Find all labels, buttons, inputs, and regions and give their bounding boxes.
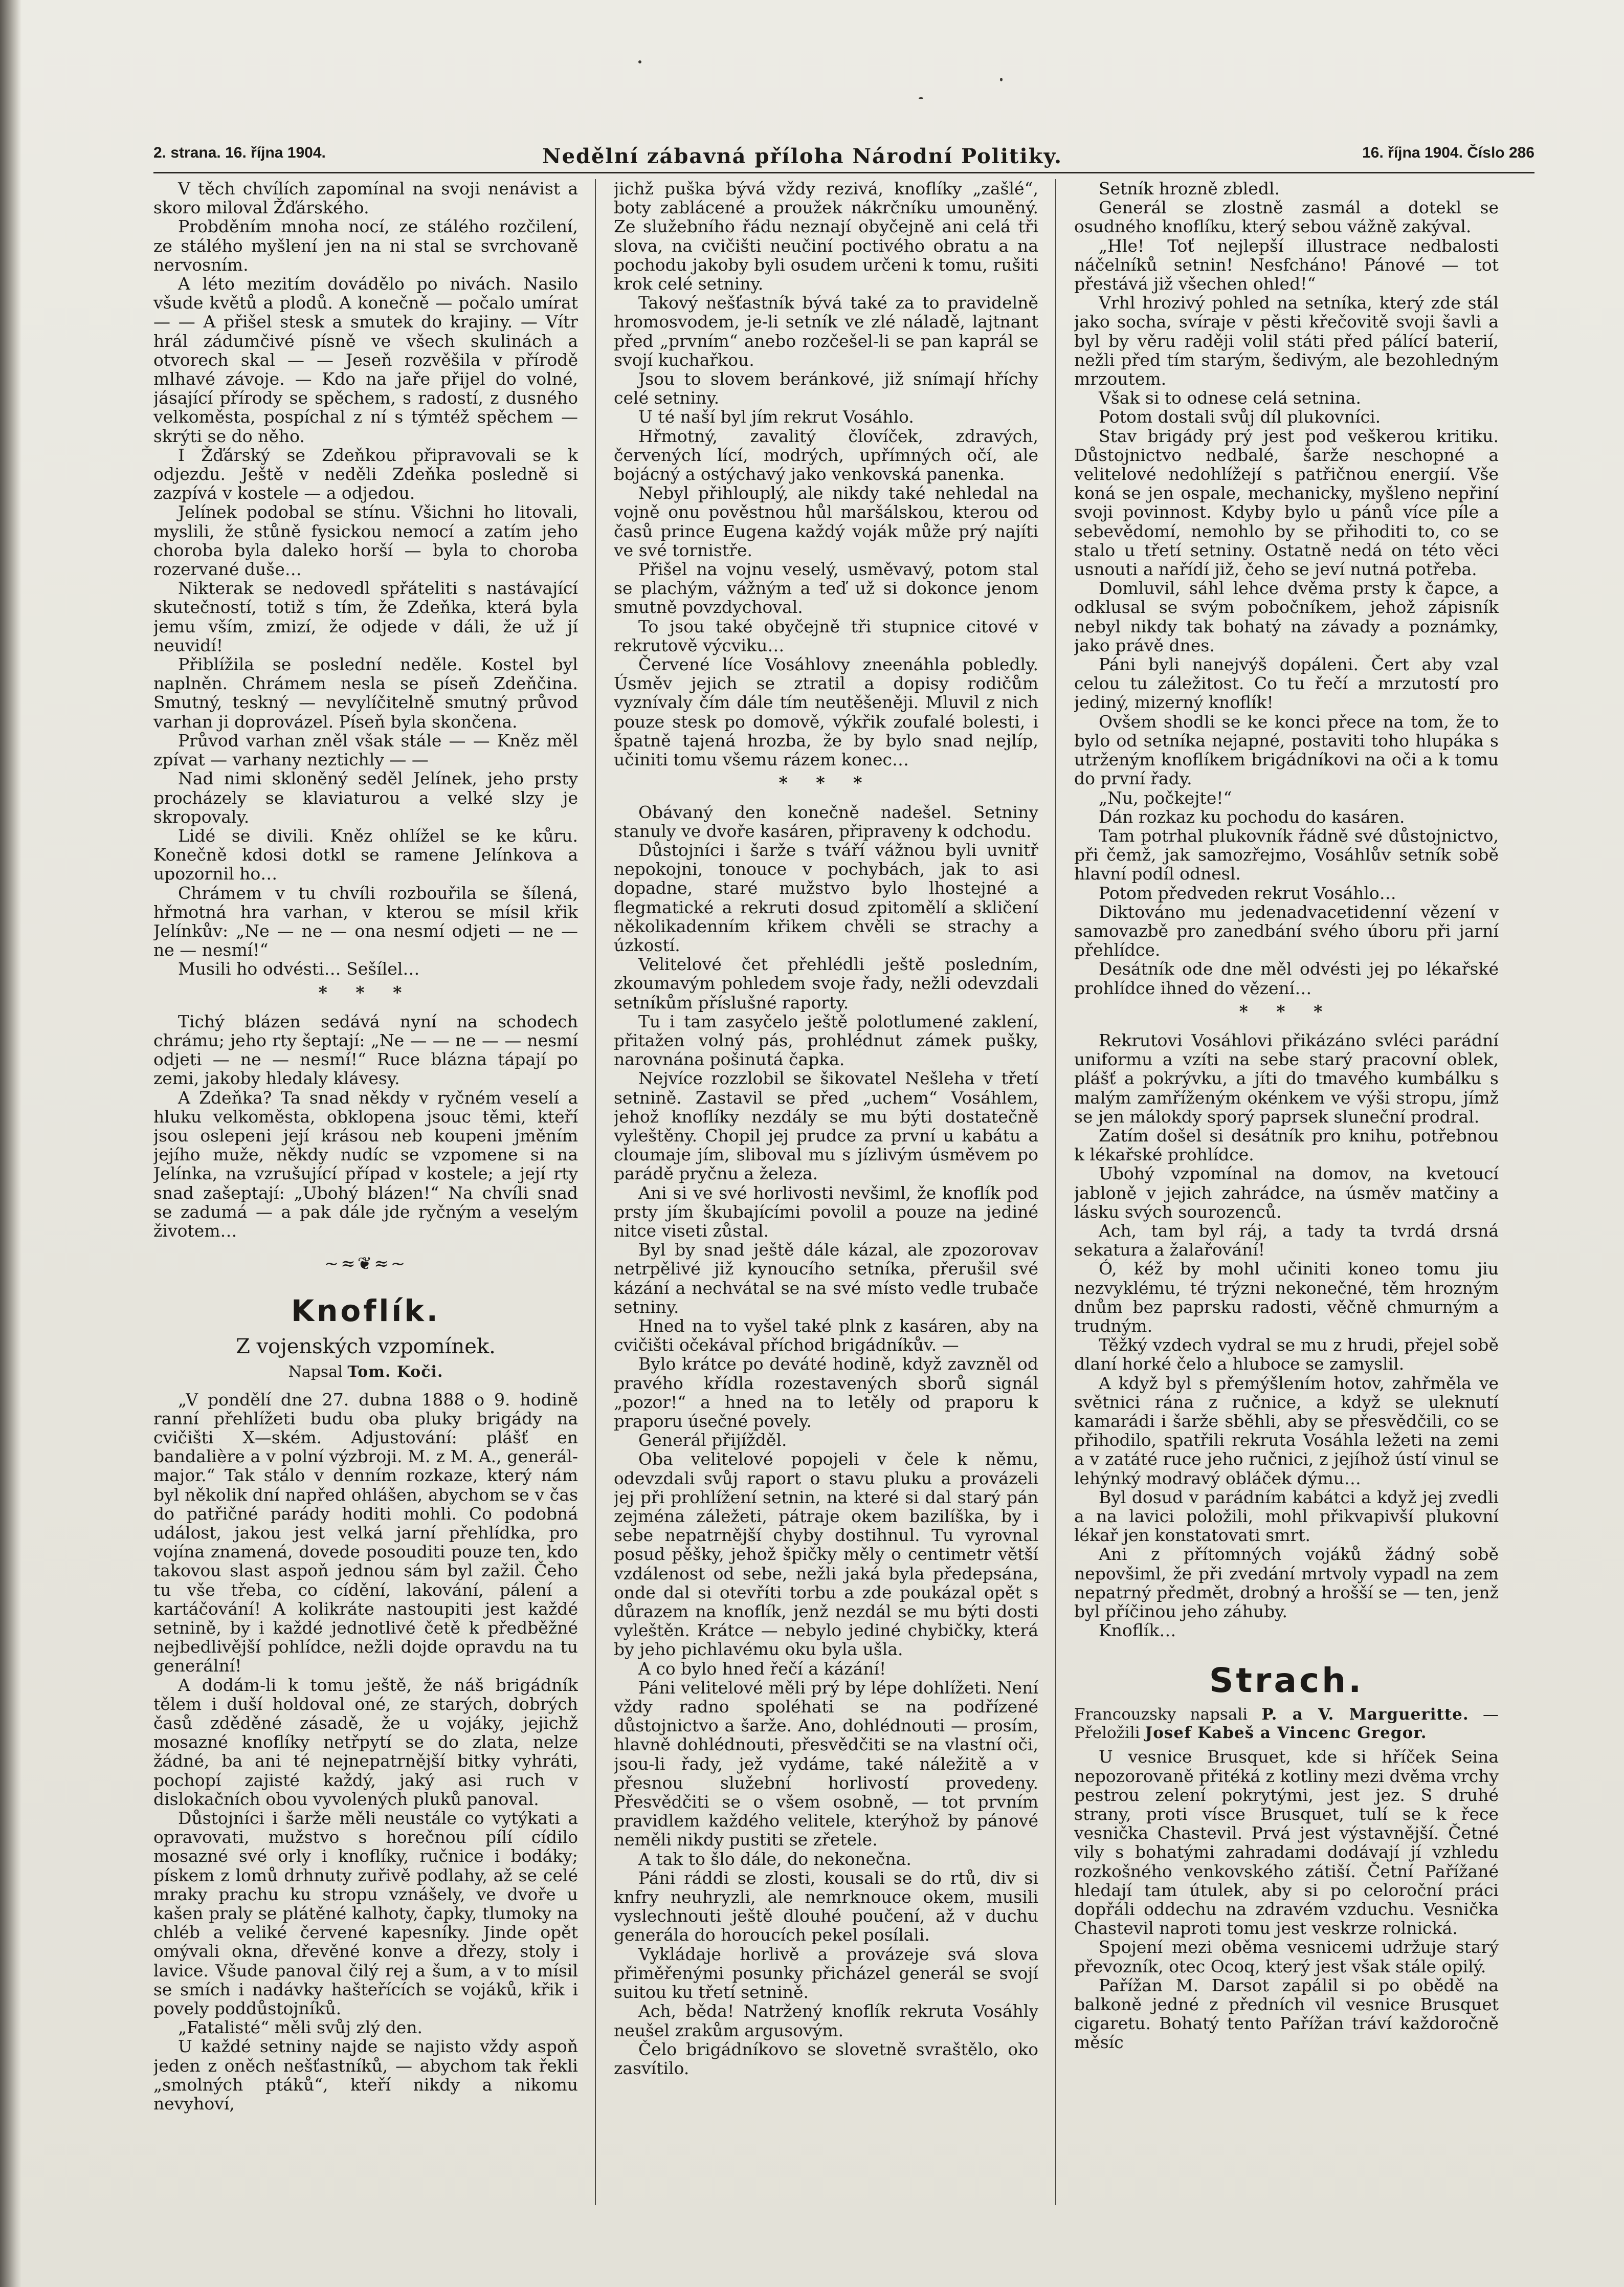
paragraph: U vesnice Brusquet, kde si hříček Seina nepozorovaně přitéká z kotliny mezi dvěma vrchy pestrou zelení pokrytými, jest jez. S druhé strany, proti vísce Brusquet, tulí se k řece vesnička Chastevil. Prvá jest výstavnější. Četné vily s bohatými zahradami dodávají jí vzhledu rozkošného venkovského zátiší. Četní Pařížané hledají tam útulek, aby si po celoroční práci dopřáli oddechu na zdravém vzduchu. Vesnička Chastevil naproti tomu jest veskrze rolnická. — [1074, 1747, 1499, 1939]
paragraph: Ach, tam byl ráj, a tady ta tvrdá drsná sekatura a žalařování! — [1074, 1220, 1499, 1260]
paragraph: Nad nimi skloněný seděl Jelínek, jeho prsty procházely se klaviaturou a velké slzy je skropovaly. — [153, 768, 578, 827]
paragraph: Nejvíce rozzlobil se šikovatel Nešleha v třetí setnině. Zastavil se před „uchem“ Vosáhlem, jehož knoflíky nezdály se mu býti dostatečně vyleštěny. Chopil jej prudce za první u kabátu a cloumaje jím, sliboval mu s jízlivým úsměvem po parádě pryčnu a železa. — [614, 1068, 1038, 1184]
paragraph: „Fatalisté“ měli svůj zlý den. — [178, 2017, 423, 2038]
paragraph: Oba velitelové popojeli v čele k němu, odevzdali svůj raport o stavu pluku a provázeli jej při prohlížení setnin, na které si dal starý pán zejména záležeti, pátraje okem bazilíška, by i sebe nepatrnější chyby dostihnul. Tu vyrovnal posud pěšky, jehož špičky měly o centimetr větší vzdálenost od sebe, nežli jaká byla předepsána, onde dal si otevříti torbu a zde poukázal opět s důrazem na knoflík, jenž nezdál se mu býti dosti vyleštěn. Krátce — nebylo jediné chybičky, která by jeho pichlavému oku byla ušla. — [614, 1449, 1038, 1660]
paragraph: Generál se zlostně zasmál a dotekl se osudného knoflíku, který sebou vážně zakýval. — [1074, 197, 1499, 237]
paragraph: A léto mezitím dovádělo po nivách. Nasilo všude květů a plodů. A konečně — počalo umírat — — A přišel stesk a smutek do krajiny. — Vítr hrál zádumčivé písně ve všech skulinách a otvorech skal — — Jeseň rozvěšila v přírodě mlhavé závoje. — Kdo na jaře přijel do volné, jásající přírody se spěchem, s radostí, z dusného velkoměsta, pospíchal z ní s týmtéž spěchem — skrýti se do něho. — [153, 274, 578, 446]
paragraph: Musili ho odvésti… Sešílel… — [178, 959, 420, 979]
paragraph: Páni velitelové měli prý by lépe dohlížeti. Není vždy radno spoléhati se na podřízené důstojnictvo a šarže. Ano, dohlédnouti — prosím, hlavně dohlédnouti, přesvědčiti se na vlastní oči, jsou-li řady, jež vydáme, také náležitě a v přesnou služební horlivostí provedeny. Přesvědčiti se o všem osobně, — tot prvním pravidlem každého velitele, kterýhož by pánové neměli nikdy pustiti se zřetele. — [614, 1677, 1038, 1850]
paper-speck — [1000, 78, 1003, 81]
paragraph: Jsou to slovem beránkové, již snímají hříchy celé setniny. — [614, 369, 1038, 408]
paragraph: Páni ráddi se zlosti, kousali se do rtů, div si knfry neuhryzli, ale nemrknouce okem, musili vyslechnouti ještě dlouhé poučení, až v duchu generála do horoucích pekel posílali. — [614, 1867, 1038, 1945]
paragraph: Velitelové čet přehlédli ještě posledním, zkoumavým pohledem svoje řady, nežli odevzdali setníkům příslušné raporty. — [614, 954, 1038, 1013]
paper-speck — [919, 97, 923, 99]
paragraph: „Nu, počkejte!“ — [1099, 787, 1232, 808]
section-break-stars: * * * — [778, 773, 874, 793]
paragraph: Jelínek podobal se stínu. Všichni ho litovali, myslili, že stůně fysickou nemocí a zatím jeho choroba byla daleko horší — byla to choroba rozervané duše… — [153, 502, 578, 580]
paragraph: A když byl s přemýšlením hotov, zahřměla ve světnici rána z ručnice, a když se uleknutí kamarádi i šarže sběhli, aby se přesvědčili, co se přihodilo, spatřili rekruta Vosáhla ležeti na zemi a v zatáté ruce jeho ručnici, z jejíhož ústí vinul se lehýnký modravý obláček dýmu… — [1074, 1373, 1499, 1488]
paragraph: Průvod varhan zněl však stále — — Kněz měl zpívat — varhany neztichly — — — [153, 730, 578, 770]
paragraph: Ani z přítomných vojáků žádný sobě nepovšiml, že při zvedání mrtvoly vypadl na zem nepatrný předmět, drobný a hrošší se — ten, jenž byl příčinou jeho záhuby. — [1074, 1544, 1499, 1622]
paper-speck — [638, 60, 641, 63]
paragraph: Hřmotný, zavalitý človíček, zdravých, červených lící, modrých, upřímných očí, ale bojácný a ostýchavý jako venkovská panenka. — [614, 426, 1038, 485]
paragraph: Lidé se divili. Kněz ohlížel se ke kůru. Konečně kdosi dotkl se ramene Jelínkova a upozornil ho… — [153, 825, 578, 884]
story-title-strach: Strach. — [1209, 1661, 1364, 1701]
paragraph: V těch chvílích zapomínal na svoji nenávist a skoro miloval Žďárského. — [153, 179, 578, 218]
story-subtitle: Z vojenských vzpomínek. — [236, 1335, 496, 1359]
byline-author: Tom. Koči. — [347, 1363, 443, 1381]
paragraph: To jsou také obyčejně tři stupnice citové v rekrutově výcviku… — [614, 616, 1038, 655]
paragraph: Ó, kéž by mohl učiniti koneo tomu jiu nezvyklému, té trýzni nekonečné, těm hrozným dnům bez paprsku radosti, věčně chmurným a trudným. — [1074, 1259, 1499, 1336]
paragraph: A co bylo hned řečí a kázání! — [638, 1658, 886, 1679]
paragraph: A tak to šlo dále, do nekonečna. — [638, 1849, 911, 1869]
paragraph: Byl by snad ještě dále kázal, ale zpozorovav netrpělivé již kynoucího setníka, přerušil své kázání a nechvátal se na své místo vedle trubače setniny. — [614, 1240, 1038, 1317]
paragraph: Zatím došel si desátník pro knihu, potřebnou k lékařské prohlídce. — [1074, 1125, 1499, 1165]
paragraph: Ubohý vzpomínal na domov, na kvetoucí jabloně v jejich zahrádce, na úsměv matčiny a lásku svých sourozenců. — [1074, 1163, 1499, 1222]
paragraph: Tu i tam zasyčelo ještě polotlumené zaklení, přitažen volný pás, prohlédnut zámek pušky, narovnána pošinutá čapka. — [614, 1011, 1038, 1070]
paragraph: Spojení mezi oběma vesnicemi udržuje starý převozník, otec Ocoq, který jest však stále opilý. — [1074, 1937, 1499, 1976]
header-rule — [153, 172, 1534, 173]
paragraph: A dodám-li k tomu ještě, že náš brigádník tělem i duší holdoval oné, ze starých, dobrých časů zděděné zásadě, že u vojáky, jejichž mosazné knoflíky netřpytí se do zlata, nelze žádné, ba ani té nejnepatrnější bitky vyhráti, pochopí zajisté každý, jaký asi ruch v dislokačních obou vyvolených pluků panoval. — [153, 1675, 578, 1809]
paragraph: Probděním mnoha nocí, ze stálého rozčilení, ze stálého myšlení jen na ni stal se svrchovaně nervosním. — [153, 216, 578, 275]
paragraph: Pařížan M. Darsot zapálil si po obědě na balkoně jedné z předních vil vesnice Brusquet cigaretu. Bohatý tento Pařížan tráví každoročně měsíc — [1074, 1975, 1499, 2053]
paragraph: Diktováno mu jedenadvacetidenní vězení v samovazbě pro zanedbání svého úboru při jarní přehlídce. — [1074, 901, 1499, 960]
paragraph: Ach, běda! Natržený knoflík rekruta Vosáhly neušel zrakům argusovým. — [614, 2001, 1038, 2040]
credit-authors: P. a V. Margueritte. — [1261, 1705, 1469, 1724]
paragraph: Však si to odnese celá setnina. — [1099, 388, 1361, 408]
credit-translators: Josef Kabeš a Vincenc Gregor. — [1145, 1724, 1427, 1743]
paragraph: I Žďárský se Zdeňkou připravovali se k odjezdu. Ještě v neděli Zdeňka posledně si zazpívá v kostele — a odjedou. — [153, 445, 578, 503]
byline-prefix: Napsal — [288, 1363, 343, 1381]
paragraph: Těžký vzdech vydral se mu z hrudi, přejel sobě dlaní horké čelo a hluboce se zamyslil. — [1074, 1335, 1499, 1374]
paragraph: Setník hrozně zbledl. — [1099, 179, 1280, 199]
story-byline — [153, 1362, 578, 1381]
paragraph: Důstojníci i šarže s tváří vážnou byli uvnitř nepokojni, tonouce v pochybách, jak to asi dopadne, staré mužstvo bylo lhostejné a flegmatické a rekruti dosud zpitomělí a skličení několikadenním křikem chvěli se strachy a úzkostí. — [614, 840, 1038, 955]
column-divider-1 — [595, 179, 596, 2205]
paragraph: Domluvil, sáhl lehce dvěma prsty k čapce, a odklusal se svým pobočníkem, jehož zápisník nebyl nikdy tak bohatý na závady a poznámky, jako právě dnes. — [1074, 578, 1499, 655]
paragraph: U té naší byl jím rekrut Vosáhlo. — [638, 407, 914, 427]
column-1 — [153, 179, 578, 2210]
paragraph: Chrámem v tu chvíli rozbouřila se šílená, hřmotná hra varhan, v kterou se mísil křik Jelínkův: „Ne — ne — ona nesmí odjeti — ne — ne — nesmí!“ — [153, 883, 578, 960]
paragraph: Generál přijížděl. — [638, 1430, 787, 1450]
paragraph: Obávaný den konečně nadešel. Setniny stanuly ve dvoře kasáren, připraveny k odchodu. — [614, 802, 1038, 841]
story-title-knoflik: Knoflík. — [291, 1293, 440, 1329]
paragraph: Ovšem shodli se ke konci přece na tom, že to bylo od setníka nejapné, postaviti toho hlupáka s utrženým knoflíkem brigádníkovi na oči a k tomu do první řady. — [1074, 711, 1499, 789]
column-divider-2 — [1055, 179, 1056, 2205]
header-page-date: 2. strana. 16. října 1904. — [153, 144, 326, 161]
paragraph: Vykládaje horlivě a provázeje svá slova přiměřenými posunky přicházel generál se svojí suitou ku třetí setnině. — [614, 1944, 1038, 2003]
paragraph: Potom dostali svůj díl plukovníci. — [1099, 407, 1381, 427]
paragraph: Potom předveden rekrut Vosáhlo… — [1099, 883, 1396, 903]
paragraph: Tichý blázen sedává nyní na schodech chrámu; jeho rty šeptají: „Ne — — ne — — nesmí odjeti — ne — nesmí!“ Ruce blázna tápají po zemi, jakoby hledaly klávesy. — [153, 1011, 578, 1089]
paragraph: Bylo krátce po deváté hodině, když zavzněl od pravého křídla rozestavených sborů signál „pozor!“ a hned na to letěly od praporu k praporu úsečné povely. — [614, 1354, 1038, 1431]
paragraph: Desátník ode dne měl odvésti jej po lékařské prohlídce ihned do vězení… — [1074, 959, 1499, 998]
paragraph: jichž puška bývá vždy rezivá, knoflíky „zašlé“, boty zablácené a proužek nákrčníku umouněný. Ze služebního řádu neznají obyčejně ani celá tři slova, na cvičišti neučiní poctivého obratu a na pochodu jakoby byli osudem určeni k tomu, rušiti krok celé setniny. — [614, 179, 1038, 294]
paragraph: Stav brigády prý jest pod veškerou kritiku. Důstojnictvo nedbalé, šarže neschopné a velitelové nedohlížejí s patřičnou energií. Vše koná se jen ospale, mechanicky, myšleno nepřiní svoji povinnost. Kdyby bylo u pánů více píle a sebevědomí, nemohlo by se přihoditi to, co se stalo u třetí setniny. Ostatně nedá on této věci usnouti a nařídí již, čeho se jeví nutná potřeba. — [1074, 426, 1499, 580]
paragraph: Důstojníci i šarže měli neustále co vytýkati a opravovati, mužstvo s horečnou pílí cídilo mosazné své orly i knoflíky, ručnice i bodáky; pískem z lomů drhnuty zuřivě podlahy, až se celé mraky prachu ku stropu vznášely, ve dvoře u kašen praly se plátěné kalhoty, čapky, tlumoky na chléb a veliké červené kapesníky. Jinde opět omývali okna, dřevěné konve a dřezy, stoly i lavice. Všude panoval čilý rej a šum, a v to mísil se smích i nadávky hašteřících se vojáků, křik i povely poddůstojníků. — [153, 1808, 578, 2019]
page-fold-shadow — [0, 0, 21, 2287]
paragraph: Čelo brigádníkovo se slovetně svraštělo, oko zasvítilo. — [614, 2039, 1038, 2078]
credit-prefix: Francouzsky napsali — [1074, 1705, 1248, 1724]
paragraph: Rekrutovi Vosáhlovi přikázáno svléci parádní uniformu a vzíti na sebe starý pracovní oblek, plášť a pokrývku, a jíti do tmavého kumbálku s malým zamříženým okénkem ve výši stropu, jímž se jen málokdy sporý paprsek sluneční prodral. — [1074, 1030, 1499, 1127]
paragraph: Páni byli nanejvýš dopáleni. Čert aby vzal celou tu záležitost. Co tu řečí a mrzutostí pro jediný, mizerný knoflík! — [1074, 654, 1499, 713]
paragraph: Tam potrhal plukovník řádně své důstojnictvo, při čemž, jak samozřejmo, Vosáhlův setník sobě hlavní podíl odnesl. — [1074, 825, 1499, 884]
paragraph: „V pondělí dne 27. dubna 1888 o 9. hodině ranní přehlížeti budu oba pluky brigády na cvičišti X—ském. Adjustování: plášť en bandalière a v polní výzbroji. M. z M. A., generál-major.“ Tak stálo v denním rozkaze, který nám byl několik dní napřed ohlášen, abychom se v čas do patřičné parády hoditi mohli. Co podobná událost, jakou jest velká jarní přehlídka, pro vojína znamená, dovede posouditi pouze ten, kdo takovou slast aspoň jednou sám byl zažil. Čeho tu vše třeba, co cídění, lakování, pálení a kartáčování! A kolikráte nastoupiti jest každé setnině, by i každé jednotlivé četě k předběžné nejbedlivější pohlídce, nežli dojde opravdu na tu generální! — [153, 1389, 578, 1676]
paragraph: Hned na to vyšel také plnk z kasáren, aby na cvičišti očekával příchod brigádníkův. — — [614, 1315, 1038, 1355]
paragraph: „Hle! Toť nejlepší illustrace nedbalosti náčelníků setnin! Nesfcháno! Pánové — tot přestává již všechen ohled!“ — [1074, 235, 1499, 294]
section-break-stars: * * * — [318, 982, 413, 1002]
paragraph: Přiblížila se poslední neděle. Kostel byl naplněn. Chrámem nesla se píseň Zdeňčina. Smutný, teskný — nevylíčitelně smutný průvod varhan ji doprovázel. Píseň byla skončena. — [153, 654, 578, 732]
paragraph: Ani si ve své horlivosti nevšiml, že knoflík pod prsty jím škubajícími povolil a pouze na jediné nitce viseti zůstal. — [614, 1182, 1038, 1241]
paragraph: Přišel na vojnu veselý, usměvavý, potom stal se plachým, vážným a teď už si dokonce jenom smutně povzdychoval. — [614, 559, 1038, 618]
paragraph: Červené líce Vosáhlovy zneenáhla pobledly. Úsměv jejich se ztratil a dopisy rodičům vyznívaly čím dále tím neutěšeněji. Mluvil z nich pouze stesk po domově, výkřik zoufalé bolesti, i špatně tajená hrozba, že by bylo snad nejlíp, učiniti tomu všemu rázem konec… — [614, 654, 1038, 770]
paragraph: U každé setniny najde se najisto vždy aspoň jeden z oněch nešťastníků, — abychom tak řekli „smolných ptáků“, kteří nikdy a nikomu nevyhoví, — [153, 2036, 578, 2114]
paragraph: Byl dosud v parádním kabátci a když jej zvedli a na lavici položili, mohl přikvapivší plukovní lékař jen konstatovati smrt. — [1074, 1487, 1499, 1546]
column-3 — [1074, 179, 1499, 2210]
paragraph: Knoflík… — [1099, 1620, 1176, 1641]
paragraph: Vrhl hrozivý pohled na setníka, který zde stál jako socha, svíraje v pěsti křečovitě svoji šavli a byl by věru raději volil státi před pálící baterií, nežli před tím starým, šedivým, ale bezohledným mrzoutem. — [1074, 293, 1499, 389]
page-header — [153, 144, 1534, 170]
story-credit — [1074, 1705, 1499, 1742]
ornament-divider: ~≈❦≈~ — [324, 1254, 408, 1274]
paragraph: Nebyl přihlouplý, ale nikdy také nehledal na vojně onu pověstnou hůl maršálskou, kterou od časů prince Eugena každý voják může prý najíti ve své tornistře. — [614, 483, 1038, 560]
paragraph: Dán rozkaz ku pochodu do kasáren. — [1099, 806, 1405, 827]
paragraph: A Zdeňka? Ta snad někdy v ryčném veselí a hluku velkoměsta, obklopena jsouc těmi, kteří jsou oslepeni její krásou neb koupeni jměním jejího muže, někdy nudíc se vzpomene si na Jelínka, na vzrušující případ v kostele; a její rty snad zašeptají: „Ubohý blázen!“ Na chvíli snad se zadumá — a pak dále jde ryčným a veselým životem… — [153, 1087, 578, 1241]
credit-mid: — Přeložili — [1074, 1705, 1499, 1743]
paragraph: Nikterak se nedovedl spřáteliti s nastávající skutečností, totiž s tím, že Zdeňka, která byla jemu vším, zmizí, že odjede v dáli, že už jí neuvidí! — [153, 578, 578, 655]
header-issue-number: 16. října 1904. Číslo 286 — [1362, 144, 1534, 161]
paragraph: Takový nešťastník bývá také za to pravidelně hromosvodem, je-li setník ve zlé náladě, lajtnant před „prvním“ anebo rozčešel-li se pan kaprál se svojí kuchařkou. — [614, 293, 1038, 370]
column-2 — [614, 179, 1038, 2210]
section-break-stars: * * * — [1239, 1001, 1334, 1021]
header-publication-title: Nedělní zábavná příloha Národní Politiky. — [542, 144, 1062, 168]
